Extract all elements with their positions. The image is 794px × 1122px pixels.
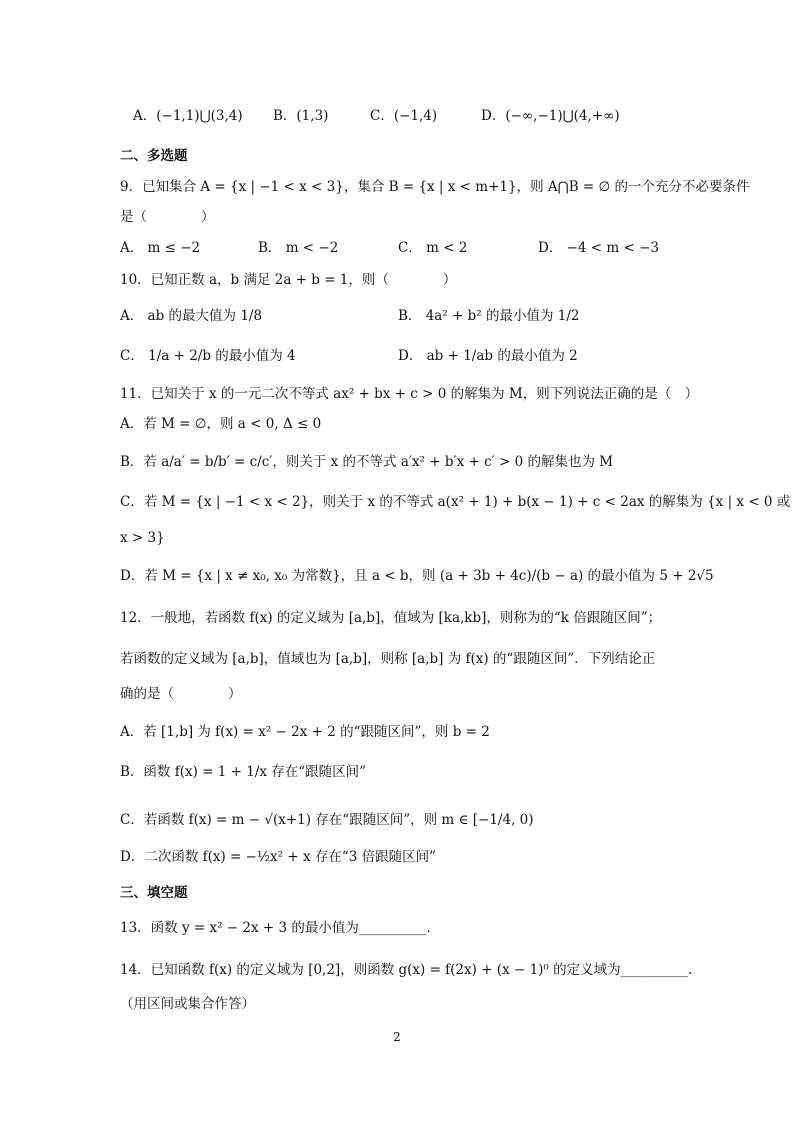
section-title-multiple-choice: 二、多选题 bbox=[120, 148, 188, 164]
q12-option-b: B．函数 f(x) = 1 + 1/x 存在“跟随区间” bbox=[120, 764, 367, 780]
q10-stem: 10．已知正数 a，b 满足 2a + b = 1，则（ ） bbox=[120, 272, 457, 288]
q10-option-c: C． 1/a + 2/b 的最小值为 4 bbox=[120, 348, 296, 364]
q13-stem: 13．函数 y = x² − 2x + 3 的最小值为__________． bbox=[120, 920, 440, 936]
q11-option-b: B．若 a/a′ = b/b′ = c/c′，则关于 x 的不等式 a′x² + b′x + c′ > 0 的解集也为 M bbox=[120, 454, 614, 470]
q11-stem: 11．已知关于 x 的一元二次不等式 ax² + bx + c > 0 的解集为 M，则下列说法正确的是（ ） bbox=[120, 386, 699, 402]
section-title-fill-in: 三、填空题 bbox=[120, 885, 188, 901]
q8-option-d: D．(−∞,−1)⋃(4,+∞) bbox=[481, 108, 620, 124]
q8-option-b: B．(1,3) bbox=[273, 108, 329, 124]
q12-stem-line2: 若函数的定义域为 [a,b]，值域也为 [a,b]，则称 [a,b] 为 f(x) 的“跟随区间”．下列结论正 bbox=[120, 651, 656, 667]
q11-option-d: D．若 M = {x | x ≠ x₀, x₀ 为常数}，且 a < b，则 (a + 3b + 4c)/(b − a) 的最小值为 5 + 2√5 bbox=[120, 568, 714, 584]
q12-option-a: A．若 [1,b] 为 f(x) = x² − 2x + 2 的“跟随区间”，则 b = 2 bbox=[120, 724, 490, 740]
q8-option-c: C．(−1,4) bbox=[370, 108, 438, 124]
q14-stem-line2: （用区间或集合作答） bbox=[120, 996, 255, 1012]
q11-option-c-line2: x > 3} bbox=[120, 530, 165, 546]
q8-option-a: A．(−1,1)⋃(3,4) bbox=[133, 108, 243, 124]
q9-stem-line1: 9．已知集合 A = {x | −1 < x < 3}，集合 B = {x | x < m+1}，则 A⋂B = ∅ 的一个充分不必要条件 bbox=[120, 179, 750, 195]
q11-option-a: A．若 M = ∅，则 a < 0, Δ ≤ 0 bbox=[120, 416, 322, 432]
q9-option-a: A． m ≤ −2 bbox=[120, 240, 201, 256]
q11-option-c-line1: C．若 M = {x | −1 < x < 2}，则关于 x 的不等式 a(x² + 1) + b(x − 1) + c < 2ax 的解集为 {x | x < 0 或 bbox=[120, 494, 791, 510]
q14-stem-line1: 14．已知函数 f(x) 的定义域为 [0,2]，则函数 g(x) = f(2x) + (x − 1)⁰ 的定义域为__________． bbox=[120, 962, 702, 978]
q12-stem-line1: 12．一般地，若函数 f(x) 的定义域为 [a,b]，值域为 [ka,kb]，则称为的“k 倍跟随区间”； bbox=[120, 610, 662, 626]
q9-stem-line2: 是（ ） bbox=[120, 209, 215, 225]
q12-stem-line3: 确的是（ ） bbox=[120, 686, 242, 702]
q9-option-c: C． m < 2 bbox=[398, 240, 468, 256]
q9-option-d: D． −4 < m < −3 bbox=[538, 240, 660, 256]
q10-option-d: D． ab + 1/ab 的最小值为 2 bbox=[398, 348, 578, 364]
page-number: 2 bbox=[393, 1030, 401, 1044]
q10-option-b: B． 4a² + b² 的最小值为 1/2 bbox=[398, 308, 580, 324]
q9-option-b: B． m < −2 bbox=[258, 240, 339, 256]
q10-option-a: A． ab 的最大值为 1/8 bbox=[120, 308, 263, 324]
q12-option-c: C．若函数 f(x) = m − √(x+1) 存在“跟随区间”，则 m ∈ [−1/4, 0) bbox=[120, 812, 534, 828]
q12-option-d: D．二次函数 f(x) = −½x² + x 存在“3 倍跟随区间” bbox=[120, 849, 437, 865]
